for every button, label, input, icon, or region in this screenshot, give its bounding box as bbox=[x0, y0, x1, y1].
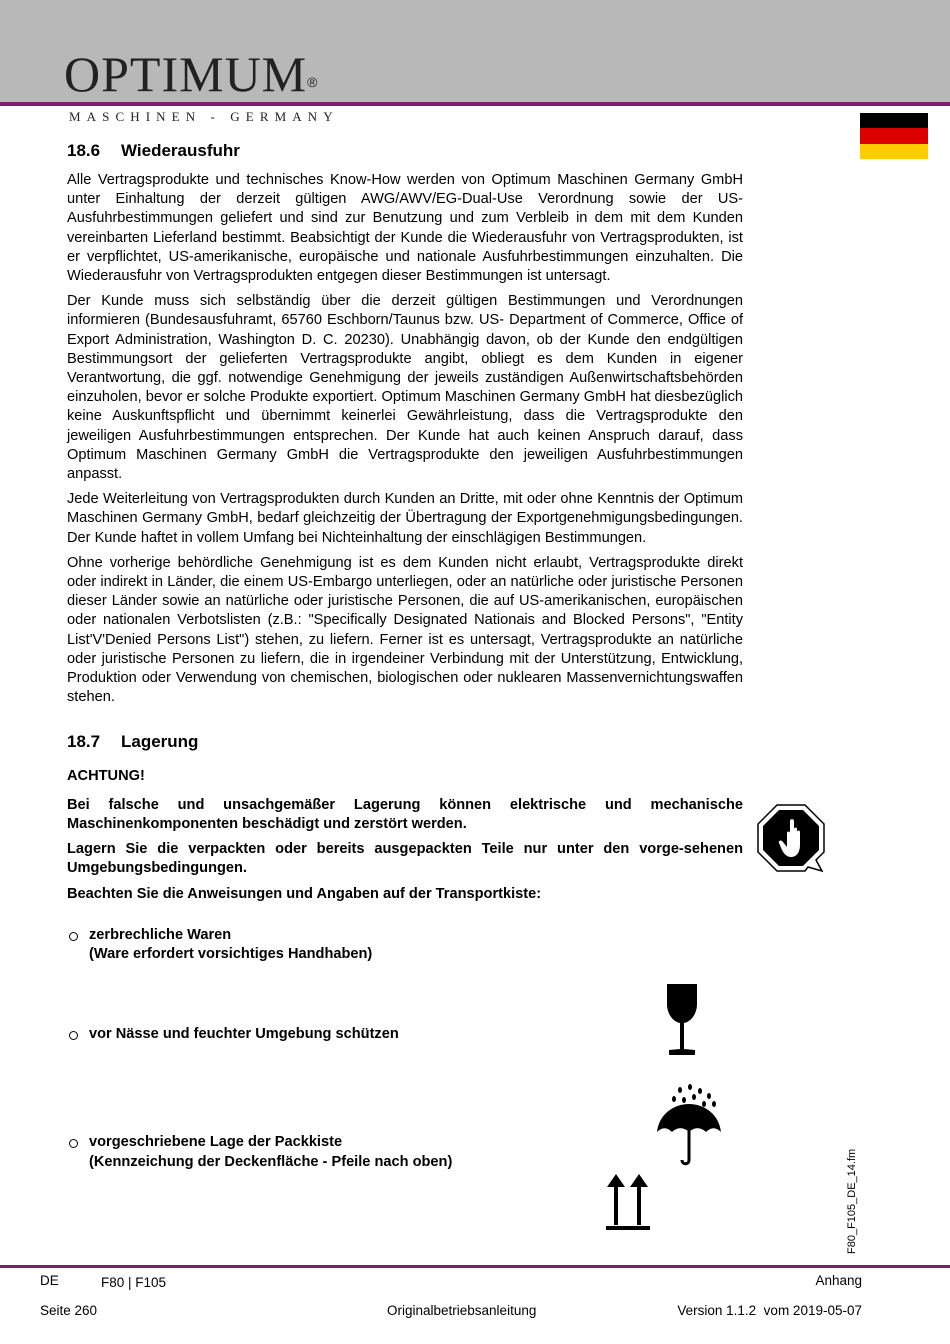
section-heading-wiederausfuhr: 18.6 Wiederausfuhr bbox=[67, 141, 240, 160]
logo-subtitle: MASCHINEN - GERMANY bbox=[69, 109, 339, 124]
instructions-text: Beachten Sie die Anweisungen und Angaben auf der Transportkiste: bbox=[67, 885, 542, 902]
list-item-fragile: zerbrechliche Waren (Ware erfordert vorsichtiges Handhaben) bbox=[67, 926, 743, 964]
fragile-glass-icon bbox=[664, 982, 700, 1058]
paragraph: Ohne vorherige behördliche Genehmigung ist es dem Kunden nicht erlaubt, Vertragsprodukte direkt oder indirekt in Länder, die einem US-Embargo unterliegen, oder an natürliche oder juristische Personen dieser Länder sowie an natürliche oder juristische Personen, die auf US-amerikanischen, europäischen oder nationalen Verbotslisten (z.B.: "Specifically Designated Nationais and Blocked Persons", "Entity List'V'Denied Persons List") stehen, zu liefern. Ferner ist es untersagt, Vertragsprodukte an natürliche oder juristische Personen zu liefern, die in irgendeiner Verbindung mit der Unterstützung, Entwicklung, Produktion oder Verwendung von chemischen, biologischen oder nuklearen Massenvernichtungswaffen stehen. bbox=[67, 554, 743, 706]
footer-language: DE bbox=[40, 1273, 59, 1288]
footer-divider bbox=[0, 1265, 950, 1268]
optimum-logo: OPTIMUM® bbox=[64, 46, 319, 102]
footer-page-number: Seite 260 bbox=[40, 1303, 98, 1318]
umbrella-rain-icon bbox=[654, 1082, 724, 1168]
paragraph: Jede Weiterleitung von Vertragsprodukten durch Kunden an Dritte, mit oder ohne Kenntnis der Optimum Maschinen Germany GmbH, bedarf gleichzeitig der Übertragung der Exportgenehmigungsbedingungen. Der Kunde haftet in vollem Umfang bei Nichteinhaltung der einschlägigen Bestimmungen. bbox=[67, 491, 743, 546]
paragraph: Der Kunde muss sich selbständig über die derzeit gültigen Bestimmungen und Verordnungen informieren (Bundesausfuhramt, 65760 Eschborn/Taunus bzw. US- Department of Commerce, Office of Export Administration, Washington D. C. 20230). Unabhängig davon, ob der Kunde den endgültigen Bestimmungsort der gelieferten Vertragsprodukte angibt, obliegt es dem Kunden in eigener Verantwortung, die ggf. notwendige Genehmigung der jeweils zuständigen Außenwirtschaftsbehörden einzuholen, bevor er solche Produkte exportiert. Optimum Maschinen Germany GmbH hat diesbezüglich keine Auskunftspflicht und übernimmt keinerlei Gewährleistung, dass die Vertragsprodukte den jeweiligen Ausfuhrbestimmungen entsprechen. Der Kunde hat auch keinen Anspruch darauf, dass Optimum Maschinen Germany GmbH die Vertragsprodukte den jeweiligen Ausfuhrbestimmungen anpasst. bbox=[67, 293, 743, 483]
list-item-keep-dry: vor Nässe und feuchter Umgebung schützen bbox=[67, 1025, 743, 1044]
stop-hand-icon bbox=[756, 803, 826, 873]
warning-text: Bei falsche und unsachgemäßer Lagerung können elektrische und mechanische Maschinenkomponenten beschädigt und zerstört werden. bbox=[67, 796, 743, 832]
paragraph: Alle Vertragsprodukte und technisches Know-How werden von Optimum Maschinen Germany GmbH unter Einhaltung der derzeit gültigen AWG/AWV/EG-Dual-Use Verordnung sowie der US- Ausfuhrbestimmungen geliefert und sind zur Benutzung und zum Verbleib in dem mit dem Kunden vereinbarten Lieferland bestimmt. Beabsichtigt der Kunde die Wiederausfuhr von Vertragsprodukten, ist er verpflichtet, US-amerikanische, europäische und nationale Ausfuhrbestimmungen einzuhalten. Die Wiederausfuhr von Vertragsprodukten entgegen dieser Bestimmungen ist untersagt. bbox=[67, 172, 743, 285]
list-item-this-way-up: vorgeschriebene Lage der Packkiste (Kennzeichung der Deckenfläche - Pfeile nach oben) bbox=[67, 1133, 743, 1171]
german-flag-icon bbox=[860, 113, 928, 159]
footer-section: Anhang bbox=[815, 1273, 862, 1288]
main-content bbox=[67, 136, 743, 1172]
footer-doc-type: Originalbetriebsanleitung bbox=[387, 1303, 537, 1318]
warning-text: Lagern Sie die verpackten oder bereits ausgepackten Teile nur unter den vorge-sehenen Umgebungsbedingungen. bbox=[67, 841, 743, 877]
file-code: F80_F105_DE_14.fm bbox=[846, 1148, 858, 1254]
header-divider bbox=[0, 102, 950, 106]
warning-label: ACHTUNG! bbox=[67, 768, 145, 785]
section-heading-lagerung: 18.7 Lagerung bbox=[67, 732, 199, 752]
footer-version: Version 1.1.2 vom 2019-05-07 bbox=[677, 1303, 862, 1318]
footer-models: F80 | F105 bbox=[101, 1275, 167, 1290]
this-way-up-icon bbox=[604, 1172, 652, 1232]
